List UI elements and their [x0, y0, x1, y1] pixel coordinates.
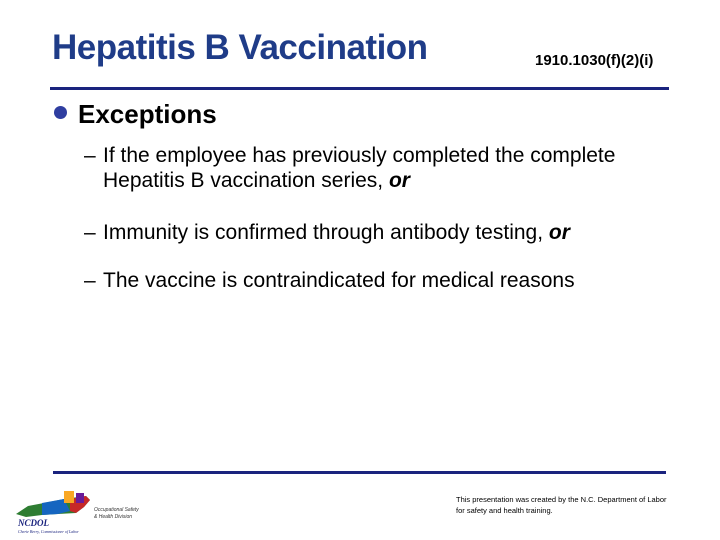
ncdol-logo: [14, 487, 150, 534]
logo-caption: & Health Division: [94, 514, 133, 520]
dash-icon: –: [84, 269, 96, 292]
list-item-text: If the employee has previously completed the complete: [103, 144, 616, 167]
list-item-text: Immunity is confirmed through antibody testing,: [103, 221, 549, 244]
logo-acronym: NCDOL: [18, 518, 49, 528]
footer-divider: [53, 471, 666, 474]
dash-icon: –: [84, 144, 96, 167]
dash-icon: –: [84, 221, 96, 244]
list-item-text: Hepatitis B vaccination series,: [103, 169, 389, 192]
footer-note: This presentation was created by the N.C. Department of Labor for safety and health training.: [456, 495, 667, 515]
emphasis-text: or: [548, 221, 570, 244]
bullet-dot-icon: [54, 106, 67, 119]
logo-caption: Occupational Safety: [94, 507, 139, 513]
header-divider: [50, 87, 669, 90]
emphasis-text: or: [388, 169, 410, 192]
regulation-citation: 1910.1030(f)(2)(i): [535, 52, 654, 69]
section-heading: Exceptions: [78, 99, 217, 129]
logo-tagline: Cherie Berry, Commissioner of Labor: [18, 529, 79, 534]
slide-title: Hepatitis B Vaccination: [52, 28, 428, 67]
list-item-text: The vaccine is contraindicated for medical reasons: [103, 269, 575, 292]
